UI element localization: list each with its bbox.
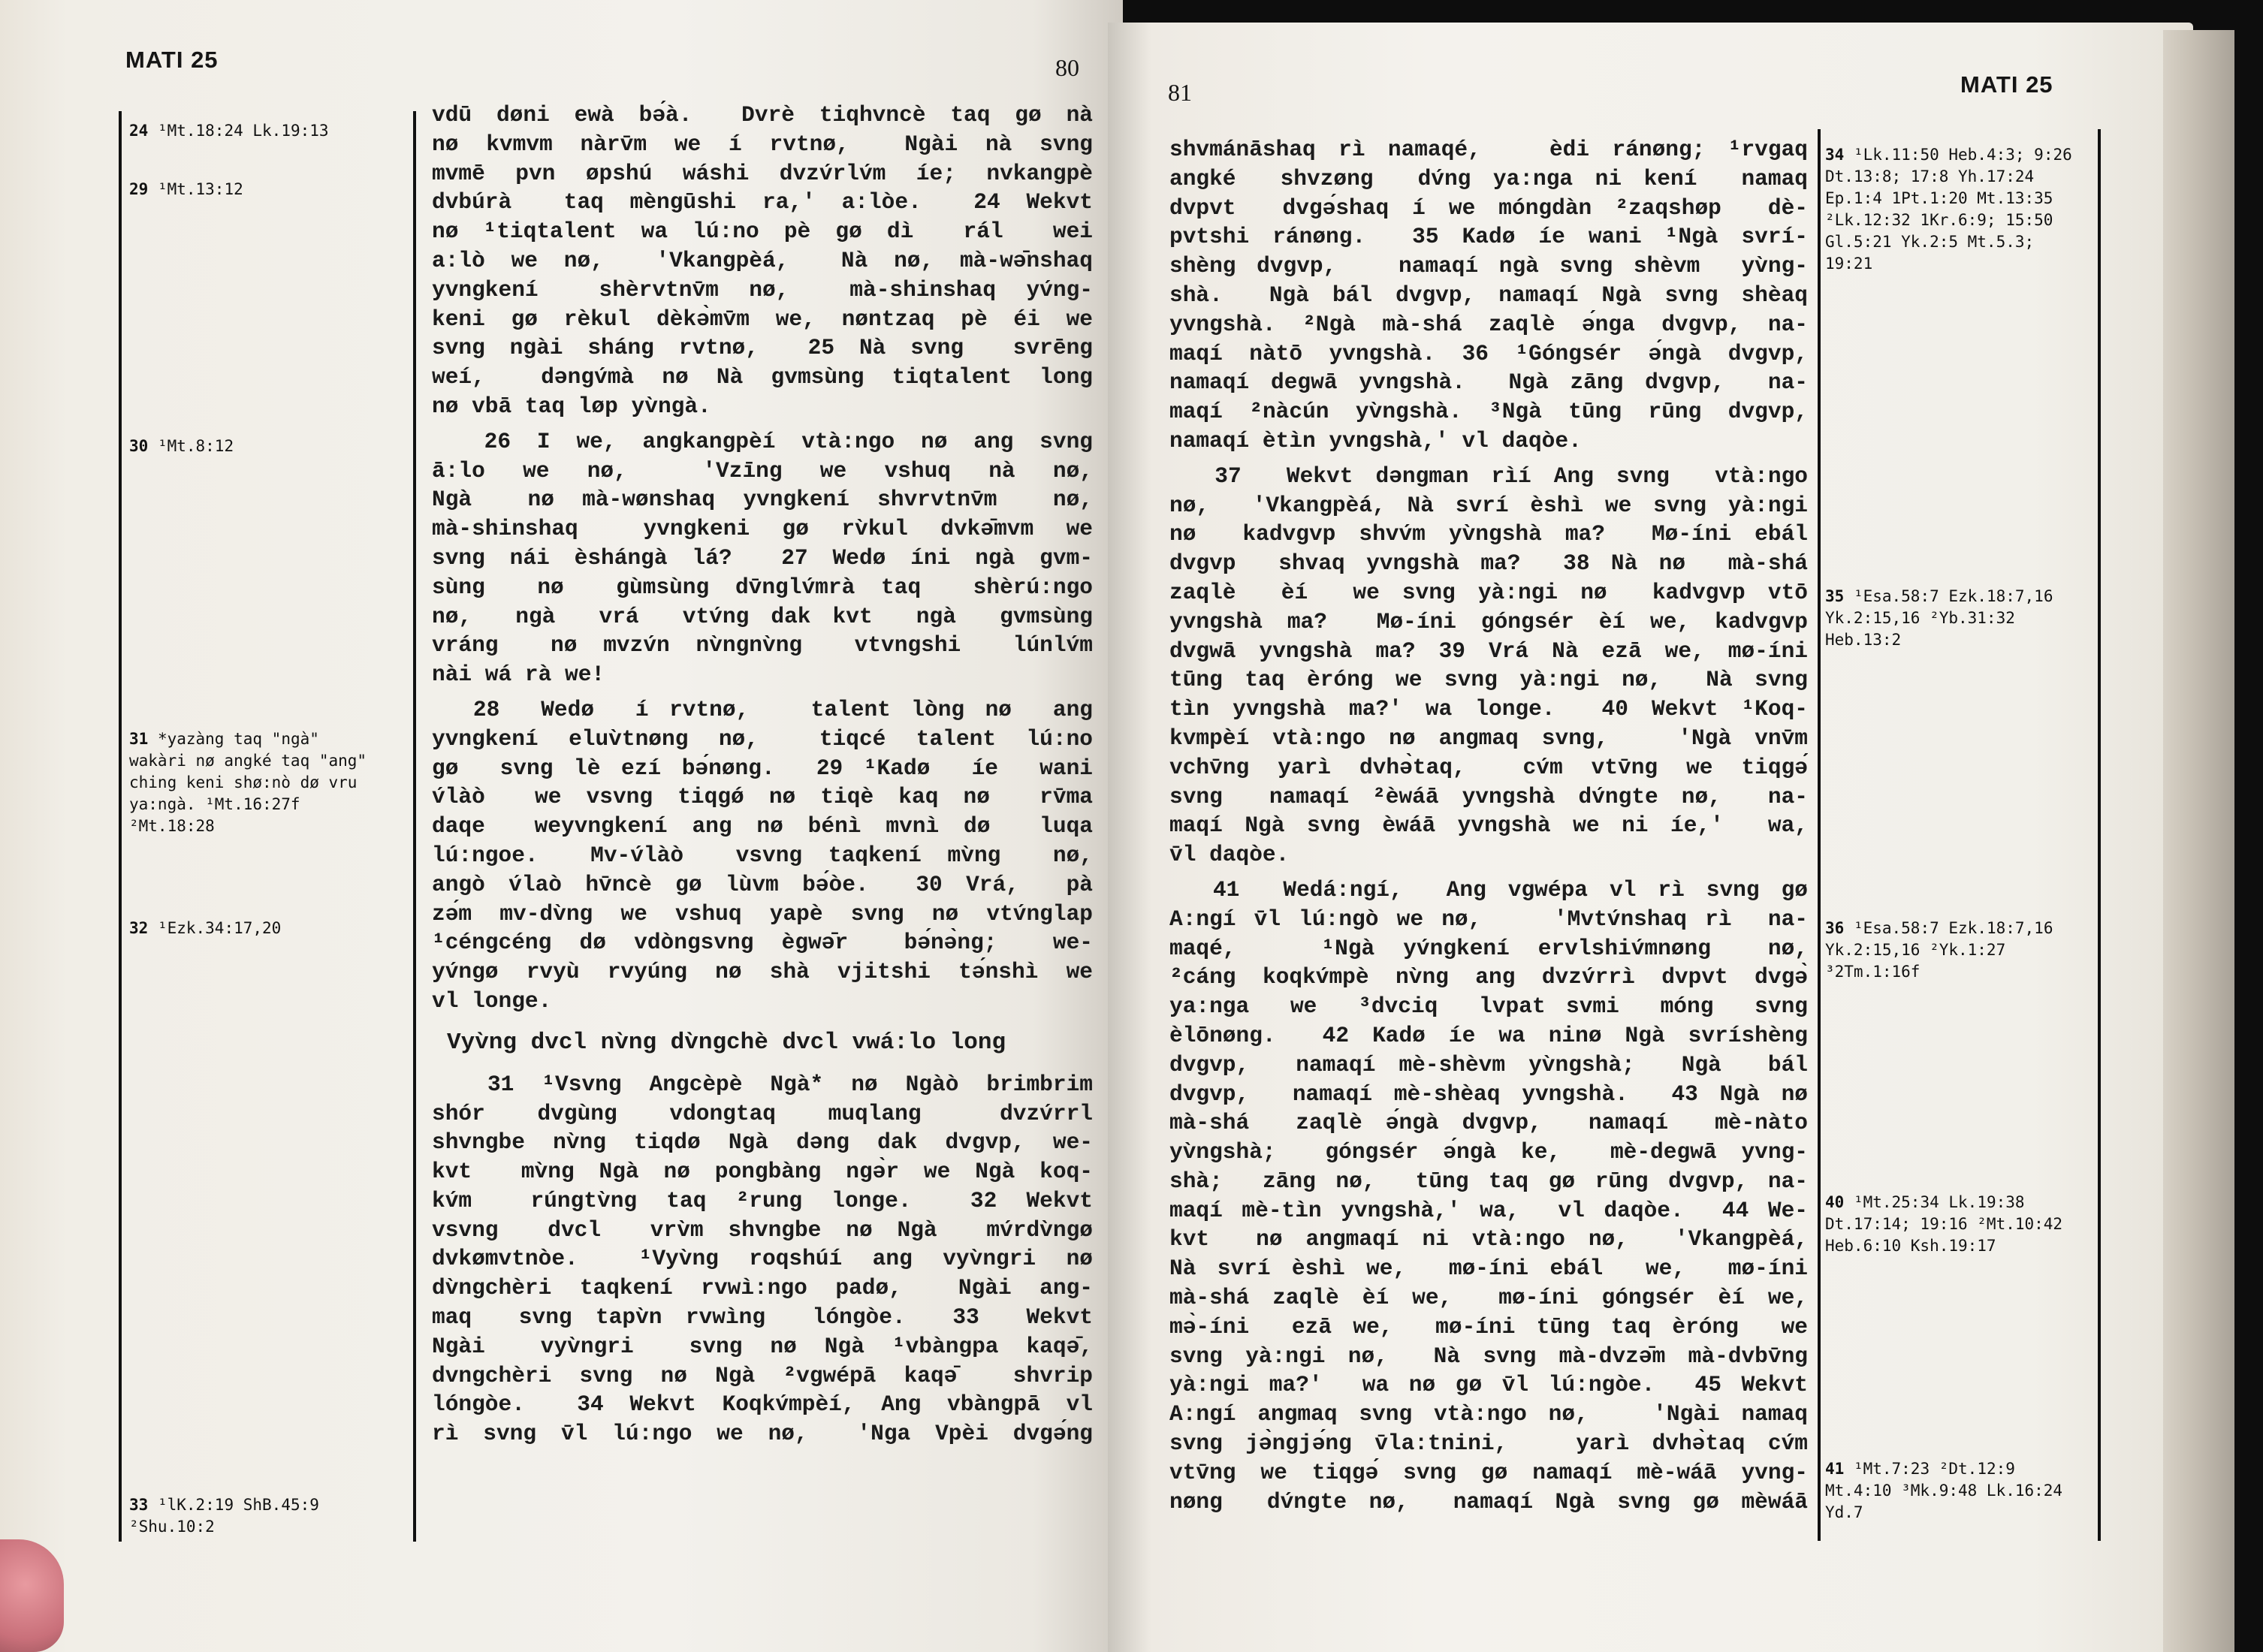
text-line: v̄l daqòe. — [1169, 842, 1290, 868]
text-line: 41 Wedá:ngí, Ang vgwépa vl rì svng gø — [1169, 876, 1808, 903]
text-line: maqí Ngà svng èwáā yvngshà we ni íe,' wa, — [1169, 812, 1808, 839]
text-line: 37 Wekvt dəngman rìí Ang svng vtà:ngo — [1169, 463, 1808, 489]
text-line: mə̀-íni ezā we, mø-íni tūng taq èróng we — [1169, 1313, 1808, 1340]
text-line: kv́m rúngtv̀ng taq ²rung longe. 32 Wekvt — [432, 1187, 1093, 1213]
text-line: yv́ngø rvyù rvyúng nø shà vjitshi tə́nshì we — [432, 959, 1093, 985]
page-number-left: 80 — [1055, 54, 1079, 81]
text-line: ya:nga we ³dvciq lvpat svmi móng svng — [1169, 993, 1808, 1020]
text-line: lú:ngoe. Mv-v́làò vsvng taqkení mv̀ng nø, — [432, 842, 1093, 868]
text-line: kvt mv̀ng Ngà nø pongbàng ngə̀r we Ngà koq- — [432, 1159, 1093, 1185]
text-line: vchv̄ng yarì dvhə̀taq, cv́m vtv̄ng we tiqgə́ — [1169, 754, 1808, 780]
text-line: èlōnøng. 42 Kadø íe wa ninø Ngà svríshèng — [1169, 1022, 1808, 1048]
text-line: shvngbe nv̀ng tiqdø Ngà dəng dak dvgvp, we- — [432, 1129, 1093, 1156]
paragraph — [1169, 462, 1808, 870]
cross-reference: 31 *yazàng taq "ngà" wakàri nø angké taq "ang" ching keni shø:nò dø vru ya:ngà. ¹Mt.16:27f ²Mt.18:28 — [129, 730, 367, 835]
text-line: mà-shá zaqlè èí we, mø-íni góngsér èí we, — [1169, 1285, 1808, 1311]
text-line: vtv̄ng we tiqgə́ svng gø namaqí mè-wáā yvng- — [1169, 1459, 1808, 1485]
main-text-left — [432, 101, 1093, 1449]
text-line: yà:ngi ma?' wa nø gø v̄l lú:ngòe. 45 Wekvt — [1169, 1372, 1808, 1398]
text-line: pvtshi ránøng. 35 Kadø íe wani ¹Ngà svrí- — [1169, 224, 1808, 250]
cross-reference: 30 ¹Mt.8:12 — [129, 437, 234, 455]
text-line: svng namaqí ²èwáā yvngshà dv́ngte nø, na- — [1169, 783, 1808, 809]
text-line: dvbúrà taq mèngūshi ra,' a:lòe. 24 Wekvt — [432, 189, 1093, 216]
text-line: shà. Ngà bál dvgvp, namaqí Ngà svng shèaq — [1169, 282, 1808, 308]
text-line: nø vbā taq løp yv̀ngà. — [432, 393, 711, 419]
text-line: shór dvgùng vdongtaq muqlang dvzv́rrl — [432, 1100, 1093, 1126]
text-line: keni gø rèkul dèkə̀mv̄m we, nøntzaq pè éi we — [432, 306, 1093, 332]
left-page — [0, 0, 1123, 1652]
text-line: yvngkení eluv̀tnøng nø, tiqcé talent lú:no — [432, 725, 1093, 752]
paragraph — [432, 101, 1093, 421]
page-number-right: 81 — [1168, 79, 1192, 106]
text-line: angké shvzøng dv́ng ya:nga ni kení namaq — [1169, 165, 1808, 191]
text-line: namaqí degwā yvngshà. Ngà zāng dvgvp, na- — [1169, 369, 1808, 396]
text-line: dvpvt dvgə́shaq í we móngdàn ²zaqshøp dè- — [1169, 194, 1808, 221]
main-text-right — [1169, 135, 1808, 1516]
text-line: a:lò we nø, 'Vkangpèá, Nà nø, mà-wə̄nshaq — [432, 247, 1093, 273]
text-line: shà; zāng nø, tūng taq gø rūng dvgvp, na- — [1169, 1168, 1808, 1194]
text-line: lóngòe. 34 Wekvt Koqkv́mpèí, Ang vbàngpā vl — [432, 1391, 1093, 1418]
cross-reference-column-left — [129, 120, 407, 1539]
paragraph — [432, 1070, 1093, 1449]
cross-reference: 40 ¹Mt.25:34 Lk.19:38 Dt.17:14; 19:16 ²Mt.10:42 Heb.6:10 Ksh.19:17 — [1825, 1193, 2063, 1255]
text-line: svng ngài sháng rvtnø, 25 Nà svng svrēng — [432, 335, 1093, 361]
text-line: kvt nø angmaqí ni vtà:ngo nø, 'Vkangpèá, — [1169, 1226, 1808, 1253]
text-line: svng yà:ngi nø, Nà svng mà-dvzə̄m mà-dvbv̄ng — [1169, 1343, 1808, 1369]
text-line: dvgwā yvngshà ma? 39 Vrá Nà ezā we, mø-íni — [1169, 638, 1808, 664]
cross-reference: 36 ¹Esa.58:7 Ezk.18:7,16 Yk.2:15,16 ²Yk.1:27 ³2Tm.1:16f — [1825, 919, 2053, 981]
cross-reference: 35 ¹Esa.58:7 Ezk.18:7,16 Yk.2:15,16 ²Yb.31:32 Heb.13:2 — [1825, 587, 2053, 649]
text-line: maqí mè-tìn yvngshà,' wa, vl daqòe. 44 We- — [1169, 1197, 1808, 1223]
text-line: svng jə̀ngjə́ng v̄la:tnini, yarì dvhə̀taq cv́m — [1169, 1430, 1808, 1457]
margin-rule-right-inner — [1818, 129, 1821, 1541]
text-line: vdū døni ewà bə́à. Dvrè tiqhvncè taq gø nà — [432, 102, 1093, 128]
text-line: daqe weyvngkení ang nø bénì mvnì dø luqa — [432, 813, 1093, 840]
text-line: vl longe. — [432, 987, 552, 1014]
text-line: vráng nø mvzv́n nv̀ngnv̀ng vtvngshi lúnlv́m — [432, 632, 1093, 659]
paragraph — [432, 695, 1093, 1016]
text-line: dvngchèri svng nø Ngà ²vgwépā kaqə̄ shvrip — [432, 1362, 1093, 1388]
paragraph — [1169, 135, 1808, 456]
text-line: 28 Wedø í rvtnø, talent lòng nø ang — [432, 696, 1093, 722]
text-line: svng nái èshángà lá? 27 Wedø íni ngà gvm- — [432, 544, 1093, 571]
cross-reference: 29 ¹Mt.13:12 — [129, 180, 243, 198]
text-line: namaqí ètìn yvngshà,' vl daqòe. — [1169, 427, 1582, 454]
text-line: Nà svrí èshì we, mø-íni ebál we, mø-íni — [1169, 1256, 1808, 1282]
text-line: kvmpèí vtà:ngo nø angmaq svng, 'Ngà vnv̄m — [1169, 725, 1808, 751]
text-line: Ngài vyv̀ngri svng nø Ngà ¹vbàngpa kaqə̄, — [432, 1333, 1093, 1359]
finger — [0, 1539, 64, 1652]
text-line: vsvng dvcl vrv̀m shvngbe nø Ngà mv́rdv̀ngø — [432, 1216, 1093, 1243]
right-page — [1108, 23, 2193, 1652]
text-line: A:ngí v̄l lú:ngò we nø, 'Mvtv́nshaq rì na- — [1169, 906, 1808, 932]
text-line: dvgvp, namaqí mè-shèvm yv̀ngshà; Ngà bál — [1169, 1051, 1808, 1078]
running-head-left: MATI 25 — [125, 47, 219, 73]
text-line: tìn yvngshà ma?' wa longe. 40 Wekvt ¹Koq- — [1169, 696, 1808, 722]
margin-rule-right-outer — [2098, 129, 2101, 1541]
text-line: v́làò we vsvng tiqgǿ nø tiqè kaq nø rv̄ma — [432, 784, 1093, 810]
text-line: maqí nàtō yvngshà. 36 ¹Góngsér ə́ngà dvgvp, — [1169, 340, 1808, 366]
text-line: rì svng v̄l lú:ngo we nø, 'Nga Vpèi dvgə́ng — [432, 1421, 1093, 1447]
cross-reference-column-right — [1825, 144, 2096, 1541]
cross-reference: 33 ¹lK.2:19 ShB.45:9 ²Shu.10:2 — [129, 1496, 319, 1536]
text-line: nài wá rà we! — [432, 662, 605, 688]
text-line: sùng nø gùmsùng dv̄nglv́mrà taq shèrú:ngo — [432, 574, 1093, 600]
text-line: ¹céngcéng dø vdòngsvng ègwə̄r bə́nə̀ng; we- — [432, 930, 1093, 956]
text-line: ²cáng koqkv́mpè nv̀ng ang dvzv́rrì dvpvt dvgə̀ — [1169, 964, 1808, 990]
text-line: shèng dvgvp, namaqí ngà svng shèvm yv̀ng- — [1169, 253, 1808, 279]
text-line: zə́m mv-dv̀ng we vshuq yapè svng nø vtv́nglap — [432, 900, 1093, 927]
text-line: maq svng tapv̀n rvwìng lóngòe. 33 Wekvt — [432, 1304, 1093, 1331]
text-line: shvmánāshaq rì namaqé, èdi ránøng; ¹rvgaq — [1169, 137, 1808, 162]
cross-reference: 24 ¹Mt.18:24 Lk.19:13 — [129, 122, 329, 140]
text-line: mvmē pvn øpshú wáshi dvzv́rlv́m íe; nvkangpè — [432, 160, 1093, 186]
text-line: weí, dəngv́mà nø Nà gvmsùng tiqtalent long — [432, 364, 1093, 390]
paragraph — [1169, 876, 1808, 1517]
text-line: nø kadvgvp shvv́m yv̀ngshà ma? Mø-íni ebál — [1169, 521, 1808, 547]
text-line: yvngshà ma? Mø-íni góngsér èí we, kadvgvp — [1169, 608, 1808, 635]
text-line: dvgvp, namaqí mè-shèaq yvngshà. 43 Ngà nø — [1169, 1081, 1808, 1107]
margin-rule-left-outer — [119, 111, 122, 1542]
text-line: A:ngí angmaq svng vtà:ngo nø, 'Ngài namaq — [1169, 1401, 1808, 1427]
text-line: tūng taq èróng we svng yà:ngi nø, Nà svng — [1169, 667, 1808, 693]
text-line: yv̀ngshà; góngsér ə́ngà ke, mè-degwā yvng- — [1169, 1139, 1808, 1165]
text-line: yvngkení shèrvtnv̄m nø, mà-shinshaq yv́ng- — [432, 276, 1093, 303]
text-line: zaqlè èí we svng yà:ngi nø kadvgvp vtō — [1169, 579, 1808, 605]
text-line: nø kvmvm nàrv̄m we í rvtnø, Ngài nà svng — [432, 131, 1093, 157]
text-line: 31 ¹Vsvng Angcèpè Ngà* nø Ngàò brimbrim — [432, 1071, 1093, 1097]
text-line: mà-shá zaqlè ə́ngà dvgvp, namaqí mè-nàto — [1169, 1110, 1808, 1136]
text-line: dvkømvtnòe. ¹Vyv̀ng roqshúí ang vyv̀ngri nø — [432, 1246, 1093, 1272]
text-line: dv̀ngchèri taqkení rvwì:ngo padø, Ngài ang- — [432, 1275, 1093, 1301]
text-line: maqí ²nàcún yv̀ngshà. ³Ngà tūng rūng dvgvp, — [1169, 399, 1808, 425]
section-heading: Vyv̀ng dvcl nv̀ng dv̀ngchè dvcl vwá:lo long — [447, 1029, 1006, 1056]
text-line: maqé, ¹Ngà yv́ngkení ervlshiv́mnøng nø, — [1169, 935, 1808, 961]
text-line: angò v́laò hv̄ncè gø lùvm bə́òe. 30 Vrá, pà — [432, 871, 1093, 897]
cross-reference: 32 ¹Ezk.34:17,20 — [129, 919, 282, 937]
text-line: gø svng lè ezí bə́nøng. 29 ¹Kadø íe wani — [432, 755, 1093, 781]
text-line: yvngshà. ²Ngà mà-shá zaqlè ə́nga dvgvp, na- — [1169, 311, 1808, 337]
running-head-right: MATI 25 — [1960, 71, 2053, 98]
text-line: nø ¹tiqtalent wa lú:no pè gø dì rál wei — [432, 219, 1093, 245]
cross-reference: 41 ¹Mt.7:23 ²Dt.12:9 Mt.4:10 ³Mk.9:48 Lk.16:24 Yd.7 — [1825, 1460, 2063, 1521]
cross-reference: 34 ¹Lk.11:50 Heb.4:3; 9:26 Dt.13:8; 17:8 Yh.17:24 Ep.1:4 1Pt.1:20 Mt.13:35 ²Lk.12:32 1Kr.6:9; 15:50 Gl.5:21 Yk.2:5 Mt.5.3; 19:21 — [1825, 146, 2072, 273]
text-line: nø, ngà vrá vtv́ng dak kvt ngà gvmsùng — [432, 603, 1093, 629]
text-line: nø, 'Vkangpèá, Nà svrí èshì we svng yà:ngi — [1169, 492, 1808, 518]
text-line: Ngà nø mà-wønshaq yvngkení shvrvtnv̄m nø, — [432, 487, 1093, 513]
text-line: nøng dv́ngte nø, namaqí Ngà svng gø mèwáā — [1169, 1488, 1808, 1515]
text-line: 26 I we, angkangpèí vtà:ngo nø ang svng — [432, 428, 1093, 454]
text-line: ā:lo we nø, 'Vzīng we vshuq nà nø, — [432, 457, 1093, 484]
paragraph — [432, 427, 1093, 689]
text-line: dvgvp shvaq yvngshà ma? 38 Nà nø mà-shá — [1169, 550, 1808, 577]
text-line: mà-shinshaq yvngkeni gø rv̀kul dvkə̄mvm we — [432, 516, 1093, 542]
page-block-edge — [2163, 30, 2234, 1652]
margin-rule-left-inner — [413, 111, 416, 1542]
